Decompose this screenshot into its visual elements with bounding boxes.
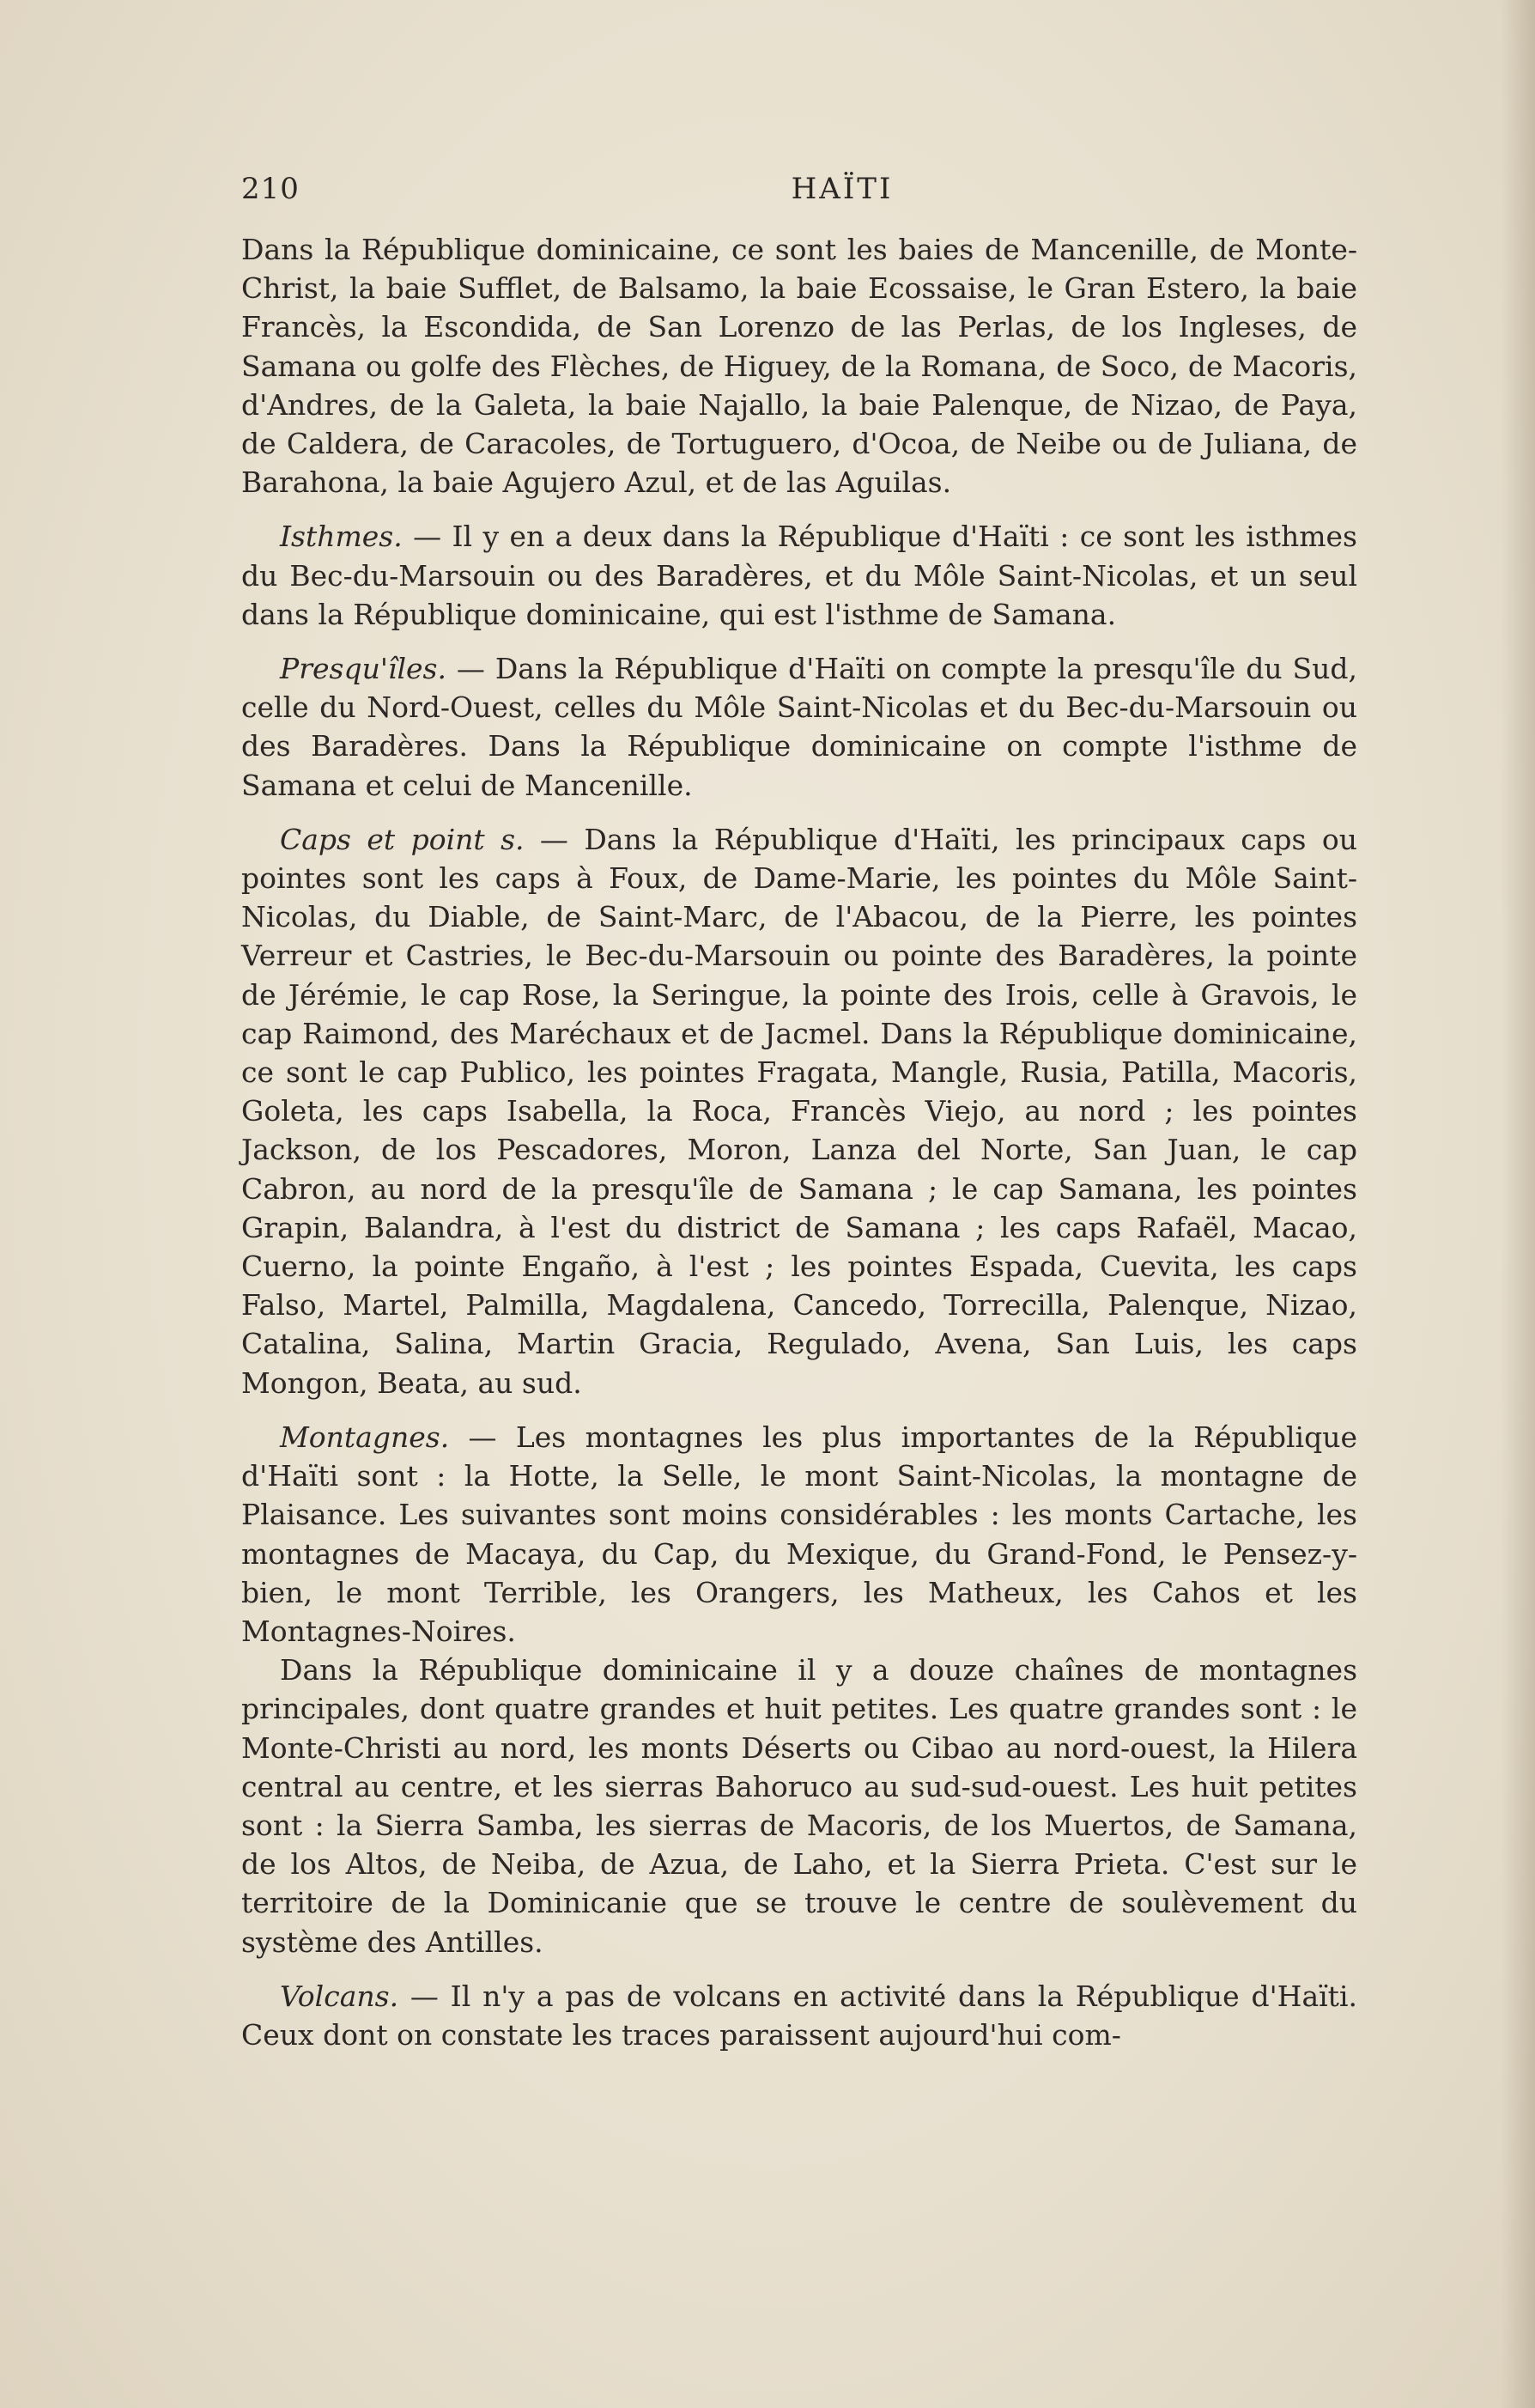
paragraph-text: Dans la République dominicaine il y a douze chaînes de montagnes principales, dont quatre grandes et huit petites. Les quatre grandes sont : le Monte-Christi au nord, les monts Déserts ou Cibao au nord-ouest, la Hilera central au centre, et les sierras Bahoruco au sud-sud-ouest. Les huit petites sont : la Sierra Samba, les sierras de Macoris, de los Muertos, de Samana, de los Altos, de Neiba, de Azua, de Laho, et la Sierra Prieta. C'est sur le territoire de la Dominicanie que se trouve le centre de soulèvement du système des Antilles. (241, 1653, 1357, 1959)
paragraph-text: — Dans la République d'Haïti on compte la presqu'île du Sud, celle du Nord-Ouest, celles du Môle Saint-Nicolas et du Bec-du-Marsouin ou des Baradères. Dans la République dominicaine on compte l'isthme de Samana et celui de Mancenille. (241, 652, 1357, 802)
paragraph-caps (241, 820, 1357, 1402)
paragraph-presquiles (241, 649, 1357, 805)
paragraph-text: — Dans la République d'Haïti, les principaux caps ou pointes sont les caps à Foux, de Dame-Marie, les pointes du Môle Saint-Nicolas, du Diable, de Saint-Marc, de l'Abacou, de la Pierre, les pointes Verreur et Castries, le Bec-du-Marsouin ou pointe des Baradères, la pointe de Jérémie, le cap Rose, la Seringue, la pointe des Irois, celle à Gravois, le cap Raimond, des Maréchaux et de Jacmel. Dans la République dominicaine, ce sont le cap Publico, les pointes Fragata, Mangle, Rusia, Patilla, Macoris, Goleta, les caps Isabella, la Roca, Francès Viejo, au nord ; les pointes Jackson, de los Pescadores, Moron, Lanza del Norte, San Juan, le cap Cabron, au nord de la presqu'île de Samana ; le cap Samana, les pointes Grapin, Balandra, à l'est du district de Samana ; les caps Rafaël, Macao, Cuerno, la pointe Engaño, à l'est ; les pointes Espada, Cuevita, les caps Falso, Martel, Palmilla, Magdalena, Cancedo, Torrecilla, Palenque, Nizao, Catalina, Salina, Martin Gracia, Regulado, Avena, San Luis, les caps Mongon, Beata, au sud. (241, 822, 1357, 1400)
section-heading-montagnes: Montagnes. (280, 1420, 450, 1454)
paragraph-volcans (241, 1977, 1357, 2054)
paragraph-isthmes (241, 517, 1357, 634)
page-header (241, 172, 1357, 223)
paragraph-bays (241, 230, 1357, 502)
section-heading-presquiles: Presqu'îles. (280, 652, 446, 686)
paragraph-montagnes (241, 1418, 1357, 1651)
section-heading-isthmes: Isthmes. (280, 520, 403, 554)
running-title: HAÏTI (791, 172, 894, 206)
section-heading-caps: Caps et point s. (280, 822, 525, 856)
paragraph-montagnes-dominicaine (241, 1651, 1357, 1961)
page-number: 210 (241, 172, 300, 206)
body-text (241, 230, 1357, 2054)
page-edge-shadow (1501, 0, 1535, 2408)
paragraph-text: — Il y en a deux dans la République d'Haïti : ce sont les isthmes du Bec-du-Marsouin ou des Baradères, et du Môle Saint-Nicolas, et un seul dans la République dominicaine, qui est l'isthme de Samana. (241, 520, 1357, 631)
paragraph-text: Dans la République dominicaine, ce sont les baies de Mancenille, de Monte-Christ, la baie Sufflet, de Balsamo, la baie Ecossaise, le Gran Estero, la baie Francès, la Escondida, de San Lorenzo de las Perlas, de los Ingleses, de Samana ou golfe des Flèches, de Higuey, de la Romana, de Soco, de Macoris, d'Andres, de la Galeta, la baie Najallo, la baie Palenque, de Nizao, de Paya, de Caldera, de Caracoles, de Tortuguero, d'Ocoa, de Neibe ou de Juliana, de Barahona, la baie Agujero Azul, et de las Aguilas. (241, 233, 1357, 500)
paragraph-text: — Il n'y a pas de volcans en activité dans la République d'Haïti. Ceux dont on constate les traces paraissent aujourd'hui com- (241, 1979, 1357, 2052)
paragraph-text: — Les montagnes les plus importantes de la République d'Haïti sont : la Hotte, la Selle, le mont Saint-Nicolas, la montagne de Plaisance. Les suivantes sont moins considérables : les monts Cartache, les montagnes de Macaya, du Cap, du Mexique, du Grand-Fond, le Pensez-y-bien, le mont Terrible, les Orangers, les Matheux, les Cahos et les Montagnes-Noires. (241, 1420, 1357, 1648)
section-heading-volcans: Volcans. (280, 1979, 399, 2013)
